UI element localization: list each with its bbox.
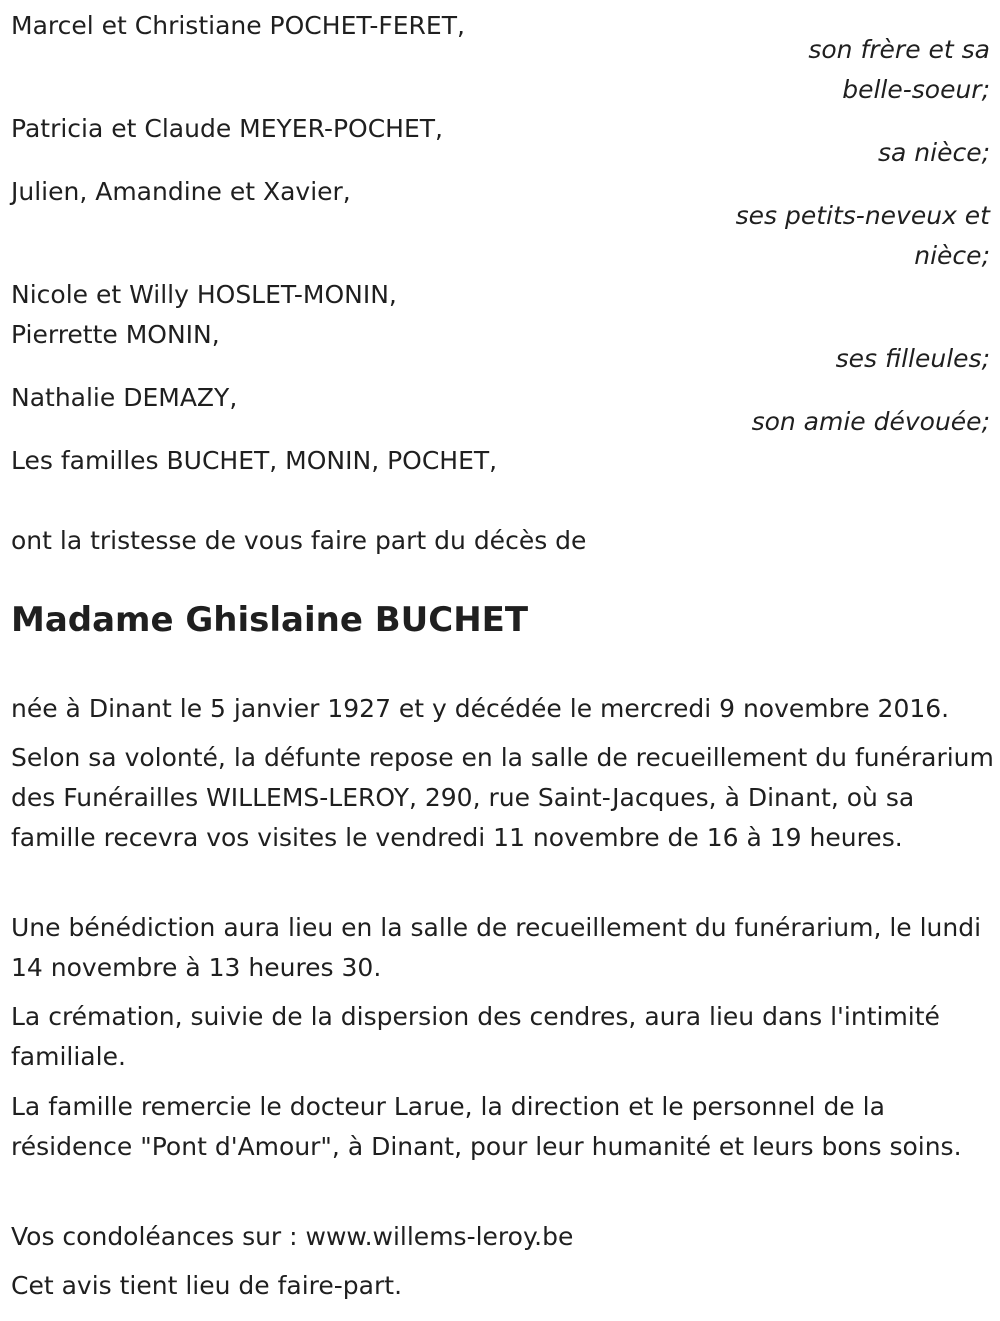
thanks-paragraph: La famille remercie le docteur Larue, la direction et le personnel de la résidence "Pont d'Amour", à Dinant, pour leur humanité et leurs bons soins. [11,1092,962,1161]
family-names-demazy: Nathalie DEMAZY, [11,383,238,412]
relation-friend: son amie dévouée; [751,407,990,436]
deceased-name: Madame Ghislaine BUCHET [11,600,529,640]
relation-niece: sa nièce; [877,138,990,167]
birth-death-paragraph: née à Dinant le 5 janvier 1927 et y décédée le mercredi 9 novembre 2016. [11,694,950,723]
family-names-grandchildren: Julien, Amandine et Xavier, [11,177,351,206]
blessing-paragraph: Une bénédiction aura lieu en la salle de recueillement du funérarium, le lundi 14 novembre à 13 heures 30. [11,913,982,982]
family-names-hoslet-monin: Nicole et Willy HOSLET-MONIN, [11,280,397,309]
visitation-paragraph: Selon sa volonté, la défunte repose en la salle de recueillement du funérarium des Funérailles WILLEMS-LEROY, 290, rue Saint-Jacques, à Dinant, où sa famille recevra vos visites le vendredi 11 novembre de 16 à 19 heures. [11,743,994,852]
family-names-families: Les familles BUCHET, MONIN, POCHET, [11,446,498,475]
condolences-paragraph: Vos condoléances sur : www.willems-leroy.be [11,1222,574,1251]
family-names-pierrette-monin: Pierrette MONIN, [11,320,220,349]
cremation-paragraph: La crémation, suivie de la dispersion des cendres, aura lieu dans l'intimité familiale. [11,1002,940,1071]
relation-grandnephews-line1: ses petits-neveux et [735,201,990,230]
closing-paragraph: Cet avis tient lieu de faire-part. [11,1271,403,1300]
relation-brother-line2: belle-soeur; [842,75,990,104]
relation-brother-line1: son frère et sa [808,35,990,64]
relation-goddaughters: ses filleules; [835,344,990,373]
family-names-pochet-feret: Marcel et Christiane POCHET-FERET, [11,11,465,40]
relation-grandnephews-line2: nièce; [914,241,990,270]
announcement-text: ont la tristesse de vous faire part du décès de [11,526,587,555]
family-names-meyer-pochet: Patricia et Claude MEYER-POCHET, [11,114,443,143]
